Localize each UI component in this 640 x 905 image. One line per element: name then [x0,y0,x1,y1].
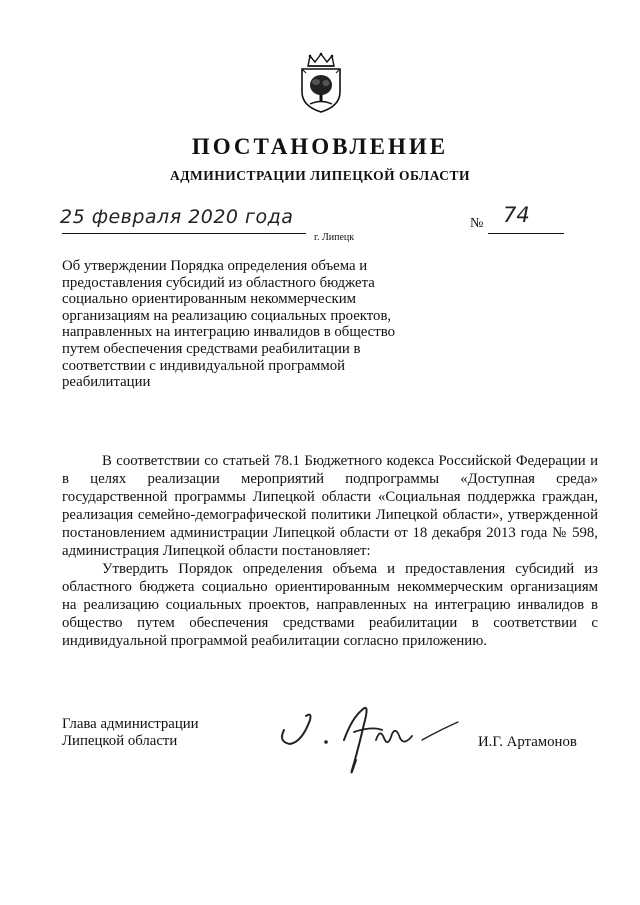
signature-icon [272,690,462,780]
document-subtitle: АДМИНИСТРАЦИИ ЛИПЕЦКОЙ ОБЛАСТИ [169,168,471,183]
signer-role-line-1: Глава администрации [62,716,199,732]
signer-role [62,716,199,750]
date-underline [62,233,306,234]
signer-role-line-2: Липецкой области [62,733,178,749]
city-label: г. Липецк [314,232,355,243]
body-paragraph-1: В соответствии со статьей 78.1 Бюджетного кодекса Российской Федерации и в целях реализации мероприятий подпрограммы «Доступная среда» государственной программы Липецкой области «Социальная поддержка граждан, реализация семейно-демографической политики Липецкой области», утвержденной постановлением администрации Липецкой области от 18 декабря 2013 года № 598, администрация Липецкой области постановляет: [62,453,598,559]
subject-line: направленных на интеграцию инвалидов в общество [62,324,395,341]
coat-of-arms-icon [296,52,346,114]
subject-line: реабилитации [62,374,151,391]
body-paragraph-2: Утвердить Порядок определения объема и предоставления субсидий из областного бюджета социально ориентированным некоммерческим организациям на реализацию социальных проектов, направленных на интеграцию инвалидов в общество путем обеспечения средствами реабилитации в соответствии с индивидуальной программой реабилитации согласно приложению. [62,561,598,649]
subject-line: Об утверждении Порядка определения объема и [62,258,368,274]
document-body [62,452,598,650]
subject-line: организациям на реализацию социальных проектов, [62,307,392,324]
number-underline [488,233,564,234]
document-title: ПОСТАНОВЛЕНИЕ [191,134,449,159]
subject-line: путем обеспечения средствами реабилитации в [62,340,361,357]
subject-line: социально ориентированным некоммерческим [62,291,357,308]
document-subject [62,258,402,391]
signer-name: И.Г. Артамонов [478,734,577,750]
subject-line: предоставления субсидий из областного бюджета [62,274,375,291]
subject-line: соответствии с индивидуальной программой [62,357,346,374]
number-sign: № [470,216,484,231]
handwritten-number: 74 [503,203,530,227]
handwritten-date: 25 февраля 2020 года [60,206,294,228]
